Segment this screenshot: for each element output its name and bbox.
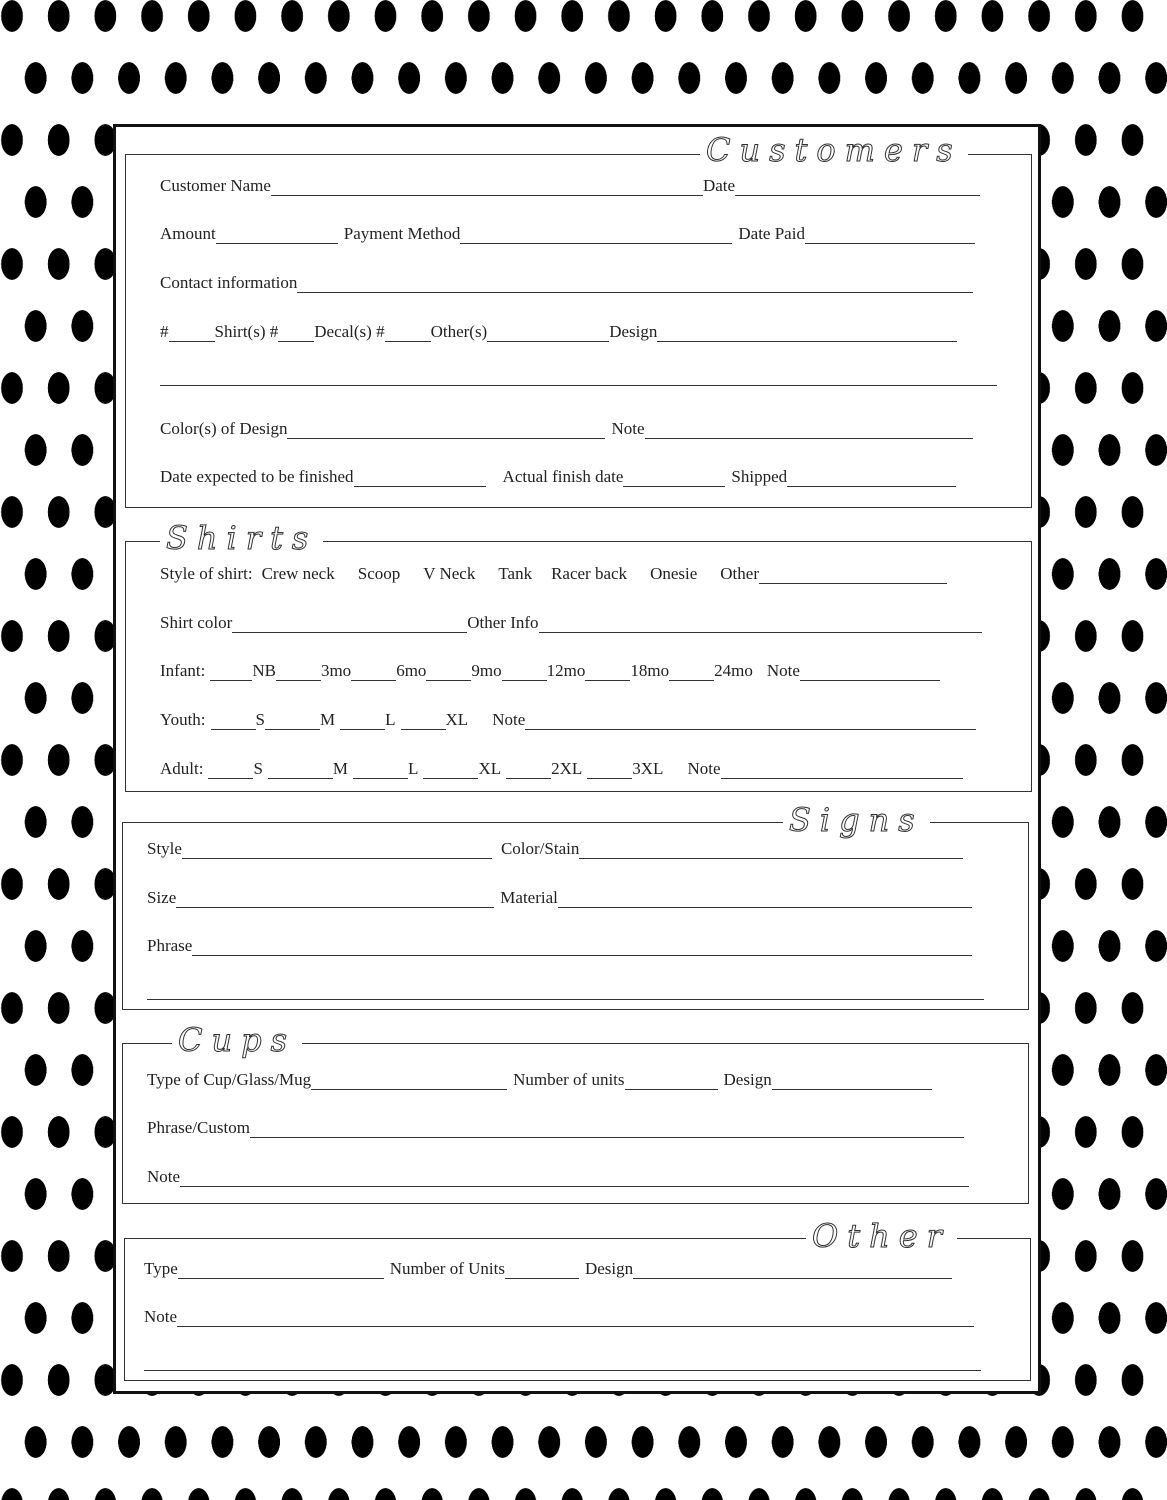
adult-l-field[interactable] xyxy=(353,763,408,779)
size-field[interactable] xyxy=(176,892,494,908)
cup-note-row xyxy=(147,1163,975,1187)
decals-quantity-field[interactable] xyxy=(385,326,431,342)
date-paid-field[interactable] xyxy=(805,228,975,244)
adult-m-field[interactable] xyxy=(268,763,333,779)
number-of-units-field[interactable] xyxy=(625,1074,718,1090)
infant-size-9mo: 9mo xyxy=(471,661,502,680)
signs-title: Signs xyxy=(783,803,930,837)
youth-l-field[interactable] xyxy=(340,714,385,730)
colors-of-design-field[interactable] xyxy=(287,423,605,439)
shirt-color-row xyxy=(160,609,988,633)
shirts-quantity-field[interactable] xyxy=(278,326,314,342)
infant-size-6mo: 6mo xyxy=(396,661,427,680)
style-onesie[interactable]: Onesie xyxy=(650,564,698,583)
infant-note-label: Note xyxy=(766,661,800,680)
style-crew-neck[interactable]: Crew neck xyxy=(261,564,335,583)
cups-title: Cups xyxy=(172,1023,302,1057)
contact-information-field[interactable] xyxy=(297,277,973,293)
youth-xl-field[interactable] xyxy=(401,714,446,730)
size-label: Size xyxy=(147,888,177,907)
youth-note-label: Note xyxy=(492,710,526,729)
customers-title: Customers xyxy=(700,133,968,167)
other-note-extra-line[interactable] xyxy=(144,1370,981,1371)
shirt-color-label: Shirt color xyxy=(160,613,233,632)
other-type-label: Type xyxy=(144,1259,178,1278)
actual-finish-date-field[interactable] xyxy=(623,471,725,487)
amount-field[interactable] xyxy=(216,228,338,244)
payment-method-label: Payment Method xyxy=(343,224,461,243)
other-note-label: Note xyxy=(144,1307,178,1326)
shipped-label: Shipped xyxy=(731,467,788,486)
note-field[interactable] xyxy=(645,423,973,439)
youth-m-field[interactable] xyxy=(265,714,320,730)
infant-label: Infant: xyxy=(160,661,206,680)
contact-information-label: Contact information xyxy=(160,273,298,292)
number-of-units-label: Number of units xyxy=(513,1070,625,1089)
style-of-shirt-label: Style of shirt: xyxy=(160,564,253,583)
design-field[interactable] xyxy=(657,326,957,342)
date-label: Date xyxy=(702,176,736,195)
hash-label: # xyxy=(160,322,169,341)
other-title: Other xyxy=(806,1219,957,1253)
note-label: Note xyxy=(611,419,645,438)
youth-size-m: M xyxy=(320,710,336,729)
phrase-row xyxy=(147,932,978,956)
phrase-custom-label: Phrase/Custom xyxy=(147,1118,250,1137)
material-field[interactable] xyxy=(558,892,972,908)
infant-size-24mo: 24mo xyxy=(714,661,753,680)
infant-12mo-field[interactable] xyxy=(502,665,547,681)
other-number-of-units-field[interactable] xyxy=(505,1263,579,1279)
type-of-cup-field[interactable] xyxy=(311,1074,507,1090)
colors-of-design-label: Color(s) of Design xyxy=(160,419,288,438)
infant-6mo-field[interactable] xyxy=(351,665,396,681)
adult-2xl-field[interactable] xyxy=(506,763,551,779)
adult-size-xl: XL xyxy=(478,759,502,778)
colors-row xyxy=(160,415,979,439)
infant-18mo-field[interactable] xyxy=(585,665,630,681)
shirts-hash-label: Shirt(s) # xyxy=(214,322,279,341)
shirt-color-field[interactable] xyxy=(232,617,467,633)
adult-xl-field[interactable] xyxy=(423,763,478,779)
infant-nb-field[interactable] xyxy=(210,665,252,681)
date-expected-field[interactable] xyxy=(354,471,486,487)
infant-3mo-field[interactable] xyxy=(276,665,321,681)
customer-name-label: Customer Name xyxy=(160,176,271,195)
size-material-row xyxy=(147,884,978,908)
adult-note-label: Note xyxy=(687,759,721,778)
others-label: Other(s) xyxy=(430,322,488,341)
quantity-field[interactable] xyxy=(169,326,215,342)
phrase-field[interactable] xyxy=(192,940,972,956)
other-type-field[interactable] xyxy=(178,1263,384,1279)
adult-note-field[interactable] xyxy=(721,763,963,779)
adult-size-3xl: 3XL xyxy=(632,759,664,778)
color-stain-label: Color/Stain xyxy=(500,839,580,858)
amount-label: Amount xyxy=(160,224,216,243)
infant-size-12mo: 12mo xyxy=(546,661,586,680)
youth-label: Youth: xyxy=(160,710,206,729)
style-field[interactable] xyxy=(182,843,492,859)
design-label: Design xyxy=(609,322,658,341)
adult-3xl-field[interactable] xyxy=(587,763,632,779)
shipped-field[interactable] xyxy=(787,471,956,487)
adult-size-l: L xyxy=(408,759,419,778)
youth-row xyxy=(160,706,982,730)
style-racer-back[interactable]: Racer back xyxy=(551,564,628,583)
adult-size-m: M xyxy=(332,759,349,778)
other-design-label: Design xyxy=(584,1259,634,1278)
cup-note-field[interactable] xyxy=(180,1171,969,1187)
youth-size-xl: XL xyxy=(445,710,469,729)
adult-size-2xl: 2XL xyxy=(551,759,583,778)
dates-row xyxy=(160,463,962,487)
infant-size-18mo: 18mo xyxy=(630,661,670,680)
customer-name-row xyxy=(160,172,986,196)
style-tank[interactable]: Tank xyxy=(498,564,533,583)
date-field[interactable] xyxy=(735,180,980,196)
adult-label: Adult: xyxy=(160,759,204,778)
cup-note-label: Note xyxy=(147,1167,181,1186)
phrase-extra-line[interactable] xyxy=(147,999,984,1000)
style-v-neck[interactable]: V Neck xyxy=(423,564,476,583)
contact-row xyxy=(160,269,979,293)
cup-type-row xyxy=(147,1066,938,1090)
other-type-row xyxy=(144,1255,958,1279)
style-label: Style xyxy=(147,839,182,858)
cup-design-label: Design xyxy=(723,1070,772,1089)
infant-size-3mo: 3mo xyxy=(320,661,352,680)
other-note-row xyxy=(144,1303,980,1327)
shirts-title: Shirts xyxy=(160,521,323,555)
infant-24mo-field[interactable] xyxy=(669,665,714,681)
phrase-label: Phrase xyxy=(147,936,193,955)
infant-note-field[interactable] xyxy=(800,665,940,681)
style-scoop[interactable]: Scoop xyxy=(357,564,401,583)
type-of-cup-label: Type of Cup/Glass/Mug xyxy=(147,1070,312,1089)
phrase-custom-row xyxy=(147,1114,970,1138)
style-of-shirt-row xyxy=(160,560,953,584)
infant-9mo-field[interactable] xyxy=(426,665,471,681)
adult-size-s: S xyxy=(253,759,263,778)
date-paid-label: Date Paid xyxy=(738,224,805,243)
payment-row xyxy=(160,220,981,244)
date-expected-label: Date expected to be finished xyxy=(160,467,354,486)
design-extra-line[interactable] xyxy=(160,385,997,386)
other-info-label: Other Info xyxy=(467,613,539,632)
other-info-field[interactable] xyxy=(539,617,982,633)
other-design-field[interactable] xyxy=(633,1263,952,1279)
quantities-row xyxy=(160,318,963,342)
material-label: Material xyxy=(500,888,558,907)
adult-row xyxy=(160,755,969,779)
payment-method-field[interactable] xyxy=(460,228,732,244)
phrase-custom-field[interactable] xyxy=(250,1122,964,1138)
infant-size-nb: NB xyxy=(252,661,276,680)
decals-hash-label: Decal(s) # xyxy=(314,322,385,341)
cup-design-field[interactable] xyxy=(772,1074,932,1090)
actual-finish-date-label: Actual finish date xyxy=(502,467,624,486)
adult-s-field[interactable] xyxy=(208,763,253,779)
style-color-row xyxy=(147,835,969,859)
youth-note-field[interactable] xyxy=(525,714,976,730)
youth-size-l: L xyxy=(385,710,396,729)
others-field[interactable] xyxy=(487,326,609,342)
infant-row xyxy=(160,657,946,681)
other-note-field[interactable] xyxy=(177,1311,974,1327)
customer-name-field[interactable] xyxy=(271,180,703,196)
youth-size-s: S xyxy=(255,710,265,729)
style-other-field[interactable] xyxy=(759,568,947,584)
style-other[interactable]: Other xyxy=(720,564,759,583)
other-number-of-units-label: Number of Units xyxy=(389,1259,505,1278)
youth-s-field[interactable] xyxy=(211,714,256,730)
color-stain-field[interactable] xyxy=(579,843,963,859)
